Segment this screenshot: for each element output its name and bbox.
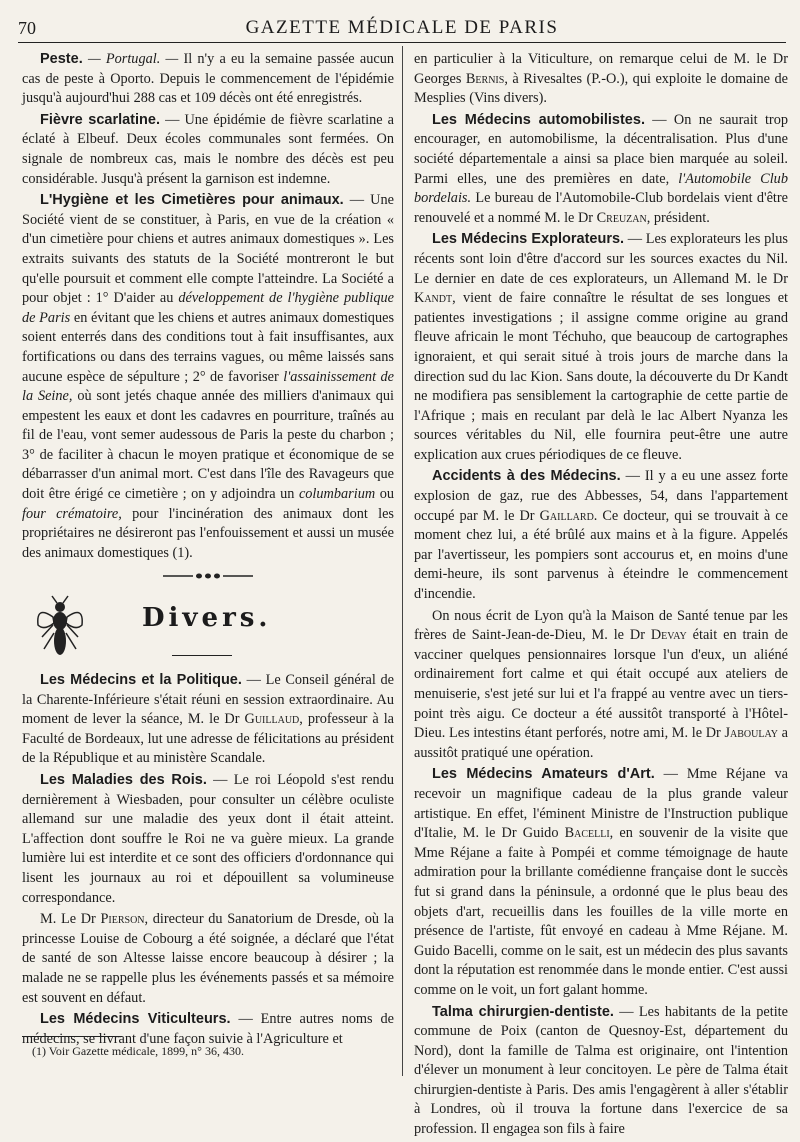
bee-emblem-icon (32, 595, 88, 661)
page-header (18, 14, 786, 43)
article-heading: Les Médecins et la Politique. (40, 672, 242, 689)
article-heading: Les Médecins automobilistes. (432, 111, 645, 128)
person-name: Kandt, (414, 290, 456, 307)
article-body: Le bureau de l'Automobile-Club bordelais vient d'être renouvelé et a nommé M. le Dr (414, 190, 788, 226)
article-peste (22, 50, 394, 109)
article-emphasis: columbarium (298, 486, 376, 503)
article-body: à Rivesaltes (P.-O.), qui exploite le domaine de Mesplies (Vins divers). (414, 70, 789, 107)
article-body: Il n'y a eu la semaine passée aucun cas de peste à Oporto. Depuis le commencement de l'épidémie jusqu'à aujourd'hui 288 cas et 109 décès ont été enregistrés. (22, 51, 394, 107)
article-heading: L'Hygiène et les Cimetières pour animaux. (40, 192, 344, 209)
footnote-rule (22, 1036, 122, 1037)
person-name: Creuzan, (596, 209, 651, 226)
article-maladies-cont (22, 910, 394, 1008)
column-divider (402, 46, 403, 1076)
article-maladies (22, 771, 394, 908)
article-body: — Mme Réjane va recevoir un magnifique cadeau de la plus grande valeur artistique. En effet, l'éminent Ministre de l'Instruction publique d'Italie, M. le Dr Guido (414, 766, 789, 842)
article-body: professeur à la Faculté de Bordeaux, lut une adresse de félicitations au président de la République et au ministère Scandale. (22, 711, 395, 767)
article-body: — On ne saurait trop encourager, en automobilisme, la décentralisation. Plus d'une société départementale a ainsi sa place bien marquée au soleil. Parmi elles, une des premières en date, (414, 111, 788, 187)
article-heading: Les Maladies des Rois. (40, 772, 207, 788)
ornament-divider (22, 569, 394, 589)
article-heading: Les Médecins Amateurs d'Art. (432, 766, 655, 783)
article-heading: Les Médecins Explorateurs. (432, 231, 625, 248)
article-accidents (414, 467, 788, 604)
person-name: Devay (650, 627, 687, 644)
article-body: Ce docteur, qui se trouvait à ce moment chez lui, a été brûlé aux mains et à la figure. Appelés par l'avertisseur, les pompiers sont accourus et, en moins d'une demi-heure, ils sont parvenus à éteindre le commencement d'incendie. (414, 507, 788, 603)
article-hygiene (22, 191, 394, 563)
article-accidents-cont (414, 607, 788, 764)
running-title: GAZETTE MÉDICALE DE PARIS (245, 17, 559, 38)
person-name: Bacelli, (564, 825, 614, 842)
page-number: 70 (18, 18, 36, 38)
article-body: On nous écrit de Lyon qu'à la Maison de Santé tenue par les frères de Saint-Jean-de-Dieu, M. le Dr (414, 607, 788, 644)
article-body: en souvenir de la visite que Mme Réjane a faite à Pompéi et comme témoignage de haute admiration pour la brillante comédienne française dont le succès fut si grand dans la péninsule, a ordonné que le plus beau des objets d'art, recueillis dans les fouilles de la ville morte en présence de l'artiste, fût envoyé en cadeau à Mme Réjane. M. Guido Bacelli, comme on le sait, est un médecin des plus savants dont la réputation est renommée dans le monde entier. C'est aussi comme on le voit, un fort galant homme. (414, 825, 789, 998)
article-heading: Les Médecins Viticulteurs. (40, 1011, 231, 1028)
article-body: directeur du Sanatorium de Dresde, où la princesse Louise de Cobourg a été soignée, a déclaré que l'état de santé de son Altesse laisse encore beaucoup à désirer ; la malade ne se rappelle plus les événements passés et sa mémoire est souvent en défaut. (22, 911, 394, 1006)
right-column (414, 50, 788, 1142)
article-body: président. (653, 209, 710, 226)
article-talma (414, 1003, 788, 1140)
section-rule (172, 655, 232, 656)
article-heading: Accidents à des Médecins. (432, 468, 621, 485)
section-title: Divers. (142, 603, 272, 634)
article-body: en particulier à la Viticulture, on remarque celui de M. le Dr Georges (414, 51, 788, 87)
article-body: M. Le Dr (40, 911, 96, 928)
article-body: — Une Société vient de se constituer, à Paris, en vue de la création « d'un cimetière pour chiens et autres animaux domestiques ». Les extraits suivants des statuts de la Société montreront le but qu'elle poursuit et comment elle compte l'atteindre. La Société a pour objet : 1° D'aider au (22, 192, 394, 307)
person-name: Guillaud, (244, 711, 303, 728)
article-fievre (22, 111, 394, 189)
person-name: Bernis, (465, 70, 508, 87)
article-body: — Une épidémie de fièvre scarlatine a éclaté à Elbeuf. Deux écoles communales sont fermées. On signale de nombreux cas, mais le nombre des décès est peu considérable. Jusqu'à présent la garnison est indemne. (22, 111, 394, 187)
article-emphasis: l'Automobile Club bordelais. (414, 170, 788, 207)
article-heading: Talma chirurgien-dentiste. (432, 1003, 614, 1020)
article-body: pour l'incinération des animaux dont les propriétaires ne désireront pas l'enfouissement et aussi un musée des animaux domestiques (1). (22, 505, 394, 561)
article-body: — Les habitants de la petite commune de Poix (canton de Quesnoy-Est, département du Nord), dont la famille de Talma est originaire, ont l'intention d'élever un monument à leur concitoyen. Le père de Talma était chirurgien-dentiste à Paris. Des amis l'engagèrent à aller s'établir à Londres, où il trouva la fortune dans l'exercice de sa profession. Il engagea son fils à faire (414, 1003, 788, 1138)
left-column (22, 50, 394, 1051)
article-art (414, 765, 788, 1000)
article-body: — Le Conseil général de la Charente-Inférieure s'était réuni en session extraordinaire. Au moment de lever la séance, M. le Dr (22, 672, 395, 728)
person-name: Pierson, (100, 911, 149, 928)
article-heading: Fièvre scarlatine. (40, 111, 160, 128)
divers-section-header (22, 595, 394, 665)
article-emphasis: développement de l'hygiène publique de Paris (22, 290, 394, 326)
article-lead: — Portugal. — (87, 51, 179, 67)
person-name: Jaboulay (724, 725, 778, 742)
article-viticulteurs-cont (414, 50, 788, 109)
footnote: (1) Voir Gazette médicale, 1899, n° 36, 430. (32, 1044, 244, 1058)
article-body: — Entre autres noms de médecins, se livrant d'une façon suivie à l'Agriculture et (22, 1011, 395, 1047)
article-body: — Il y a eu une assez forte explosion de gaz, rue des Abbesses, 54, dans l'appartement occupé par M. le Dr (414, 468, 789, 524)
article-explorateurs (414, 230, 788, 465)
article-body: ou (379, 486, 394, 503)
article-emphasis: l'assainissement de la Seine, (22, 368, 394, 405)
article-body: a aussitôt pratiqué une opération. (414, 725, 789, 761)
article-body: où sont jetés chaque année des milliers d'animaux qui empestent les eaux et dont les cadavres en pourriture, traînés au fil de l'eau, vont semer audessous de Paris la peste du charbon ; 3° de faciliter à chacun le moyen pratique et économique de se débarrasser d'un animal mort. C'est dans l'île des Ravageurs que doit être érigé ce cimetière ; on y adjoindra un (22, 388, 394, 503)
article-emphasis: four crématoire, (22, 505, 122, 522)
article-heading: Peste. (40, 51, 83, 67)
article-body: — Les explorateurs les plus récents sont loin d'être d'accord sur les sources exactes du Nil. Le dernier en date de ces explorateurs, un Allemand M. le Dr (414, 231, 788, 287)
article-body: était en train de vacciner quelques pensionnaires lorsque l'un d'eux, un aliéné ordinairement fort calme et qui était occupé aux ateliers de menuiserie, s'est jeté sur lui et l'a frappé au ventre avec un tiers-point très aigu. Ce docteur a été aussitôt transporté à l'Hôtel-Dieu. Les intestins étant perforés, notre ami, M. le Dr (414, 627, 789, 742)
article-automobilistes (414, 111, 788, 229)
article-body: — Le roi Léopold s'est rendu dernièrement à Wiesbaden, pour consulter un célèbre oculiste allemand sur une maladie des yeux dont il était atteint. L'affection dont souffre le Roi ne va guère mieux. La grande lumière lui est interdite et ce sont des officiers d'ordonnance qui lisent les journaux au roi et dépouillent sa volumineuse correspondance. (22, 772, 394, 906)
article-politique (22, 671, 394, 769)
article-body: en évitant que les chiens et autres animaux domestiques soient enterrés dans des conditions tout à fait insuffisantes, aux fortifications ou dans des terrains vagues, ou même laissés sans aucune espèce de sépulture ; 2° de favoriser (22, 309, 395, 385)
article-body: vient de faire connaître le résultat de ses longues et patientes investigations ; il assigne comme origine au grand fleuve africain le mont Téchuho, que beaucoup de cartographes ignoraient, et qui serait situé à trois jours de marche dans la direction sud du lac Kion. Sans doute, la découverte du Dr Kandt ne modifiera pas sensiblement la cartographie de cette partie de l'Afrique ; mais en reculant par delà le lac Albert Nyanza les sources véritables du Nil, elle fournira peut-être une autre explication aux crues périodiques de ce fleuve. (414, 290, 789, 463)
person-name: Gaillard. (539, 507, 598, 524)
